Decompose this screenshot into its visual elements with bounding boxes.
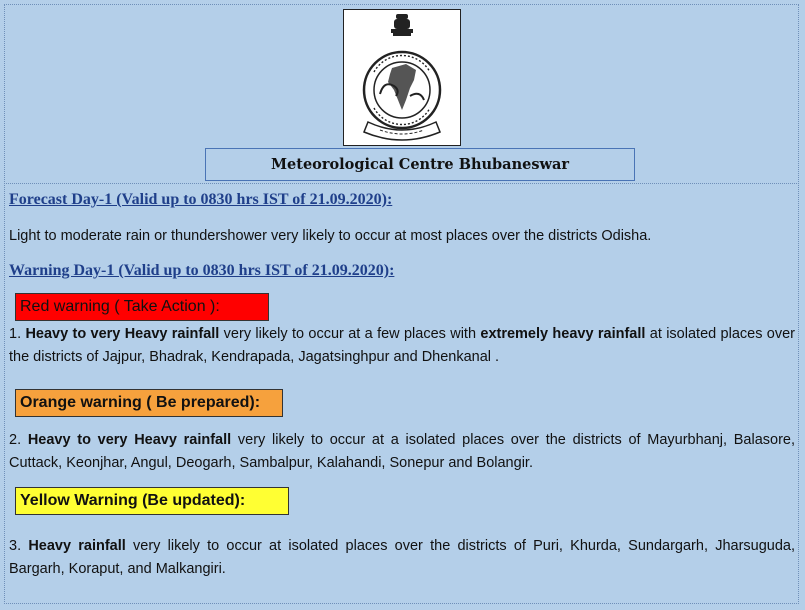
yellow-warning-text: 3. Heavy rainfall very likely to occur at isolated places over the districts of Puri, Khurda, Sundargarh, Jharsuguda, Bargarh, Koraput, and Malkangiri. [9, 538, 795, 577]
red-warning-text: 1. Heavy to very Heavy rainfall very likely to occur at a few places with extremely heavy rainfall at isolated places over the districts of Jajpur, Bhadrak, Kendrapada, Jagatsinghpur and Dhenkanal . [9, 326, 795, 365]
imd-emblem-icon [344, 10, 460, 145]
red-warning-badge: Red warning ( Take Action ): [15, 293, 269, 321]
header-separator [4, 183, 799, 184]
centre-title: Meteorological Centre Bhubaneswar [205, 148, 635, 181]
orange-warning-badge: Orange warning ( Be prepared): [15, 389, 283, 417]
imd-logo [343, 9, 461, 146]
orange-warning-text: 2. Heavy to very Heavy rainfall very likely to occur at a isolated places over the districts of Mayurbhanj, Balasore, Cuttack, Keonjhar, Angul, Deogarh, Sambalpur, Kalahandi, Sonepur and Bolangir. [9, 432, 796, 471]
yellow-warning-badge: Yellow Warning (Be updated): [15, 487, 289, 515]
warning-heading: Warning Day-1 (Valid up to 0830 hrs IST of 21.09.2020): [9, 262, 395, 279]
forecast-heading: Forecast Day-1 (Valid up to 0830 hrs IST of 21.09.2020): [9, 191, 393, 208]
forecast-text: Light to moderate rain or thundershower very likely to occur at most places over the districts Odisha. [9, 228, 652, 244]
